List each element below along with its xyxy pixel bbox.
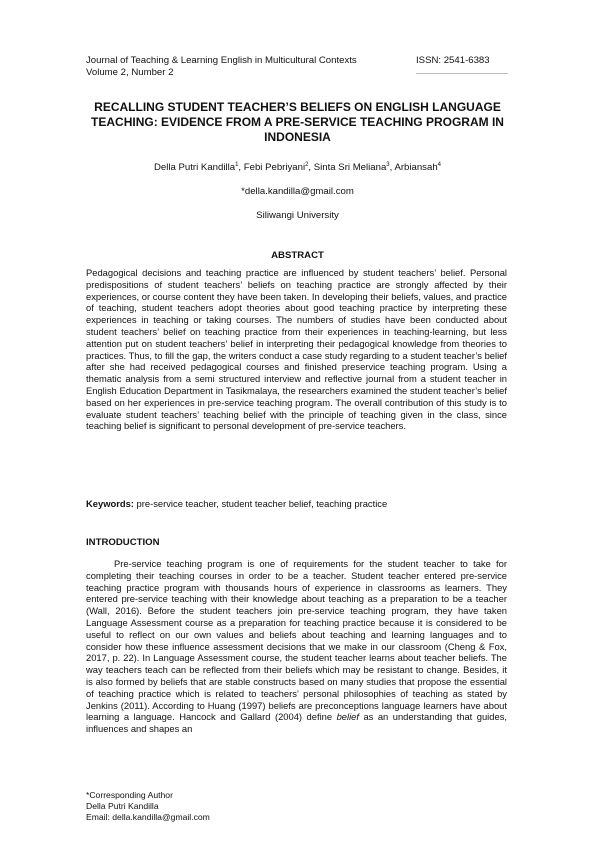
- journal-name: Journal of Teaching & Learning English in Multicultural Contexts: [86, 55, 357, 66]
- author-sup: 3: [386, 162, 390, 168]
- author-sup: 4: [437, 162, 441, 168]
- introduction-heading: INTRODUCTION: [86, 537, 160, 548]
- abstract-text: Pedagogical decisions and teaching practice are influenced by student teachers’ belief. Personal predispositions of student teachers’ beliefs on teaching practice are strongly affected by their experiences, or course content they have been taken. In developing their beliefs, values, and practice of teaching, student teachers adopt theories about good teaching practice by interpreting these experiences in teaching or taking courses. The numbers of studies have been conducted about student teachers’ belief on teaching practice from their experiences in teaching-learning, but less attention put on student teachers’ belief in interpreting their pedagogical knowledge from theories to practices. Thus, to fill the gap, the writers conduct a case study regarding to a student teacher’s belief after she had received pedagogical courses and finished preservice teaching program. Using a thematic analysis from a semi structured interview and reflective journal from a student teacher in English Education Department in Tasikmalaya, the researchers examined the student teacher’s belief based on her experiences in pre-service teaching program. The overall contribution of this study is to evaluate student teachers’ teaching belief with the principle of teaching given in the class, since teaching belief is significant to personal development of pre-service teachers.: [86, 267, 507, 432]
- abstract-heading: ABSTRACT: [271, 250, 324, 261]
- footnote-email: Email: della.kandilla@gmail.com: [86, 812, 210, 822]
- author-name: Della Putri Kandilla: [154, 162, 236, 174]
- author-name: Sinta Sri Meliana: [313, 162, 387, 174]
- author-sup: 2: [305, 162, 309, 168]
- keywords-label: Keywords:: [86, 498, 134, 509]
- introduction-text: [86, 558, 507, 735]
- author-sup: 1: [235, 162, 239, 168]
- author-list: Della Putri Kandilla$^1$, Febi Pebriyani$^2$, Sinta Sri Meliana$^3$, Arbiansah$^4$: [154, 162, 441, 174]
- intro-text-part1: Pre-service teaching program is one of requirements for the student teacher to take for completing their teaching courses in order to be a teacher. Student teacher entered pre-service teaching practice program with thousands hours of experience in classrooms as learners. They entered pre-service teaching with their knowledge about teaching as a preparation to be a teacher (Wall, 2016). Before the student teachers join pre-service teaching program, they have taken Language Assessment course as a preparation for teaching practice because it is considered to be useful to reflect on our own values and beliefs about teaching and learning languages and to consider how these influence assessment decisions that we make in our classroom (Cheng & Fox, 2017, p. 22). In Language Assessment course, the student teacher learns about teacher beliefs. The way teachers teach can be reflected from their beliefs which may be resistant to change. Besides, it is also formed by beliefs that are stable constructs based on many studies that propose the essential of teaching practice which is related to teachers’ personal philosophies of teaching as stated by Jenkins (2011). According to Huang (1997) beliefs are preconceptions language learners have about learning a language. Hancock and Gallard (2004) define: [86, 558, 507, 723]
- keywords: [86, 498, 507, 509]
- affiliation: Siliwangi University: [256, 210, 339, 221]
- author-email: *della.kandilla@gmail.com: [241, 186, 354, 197]
- intro-text-part2: as an understanding that guides, influences and shapes an: [86, 711, 507, 735]
- paper-title: RECALLING STUDENT TEACHER’S BELIEFS ON ENGLISH LANGUAGE TEACHING: EVIDENCE FROM A PRE-SERVICE TEACHING PROGRAM IN INDONESIA: [91, 100, 504, 144]
- issn: ISSN: 2541-6383: [416, 55, 490, 66]
- footnote-author: Della Putri Kandilla: [86, 801, 159, 811]
- footnote: [86, 790, 210, 823]
- journal-info: [86, 55, 357, 79]
- keywords-text: pre-service teacher, student teacher belief, teaching practice: [133, 498, 388, 509]
- header-rule: [416, 73, 508, 74]
- author-name: Febi Pebriyani: [243, 162, 306, 174]
- journal-volume: Volume 2, Number 2: [86, 67, 174, 78]
- author-name: Arbiansah: [394, 162, 438, 174]
- footnote-corresponding: *Corresponding Author: [86, 790, 173, 800]
- intro-italic-term: belief: [336, 711, 359, 723]
